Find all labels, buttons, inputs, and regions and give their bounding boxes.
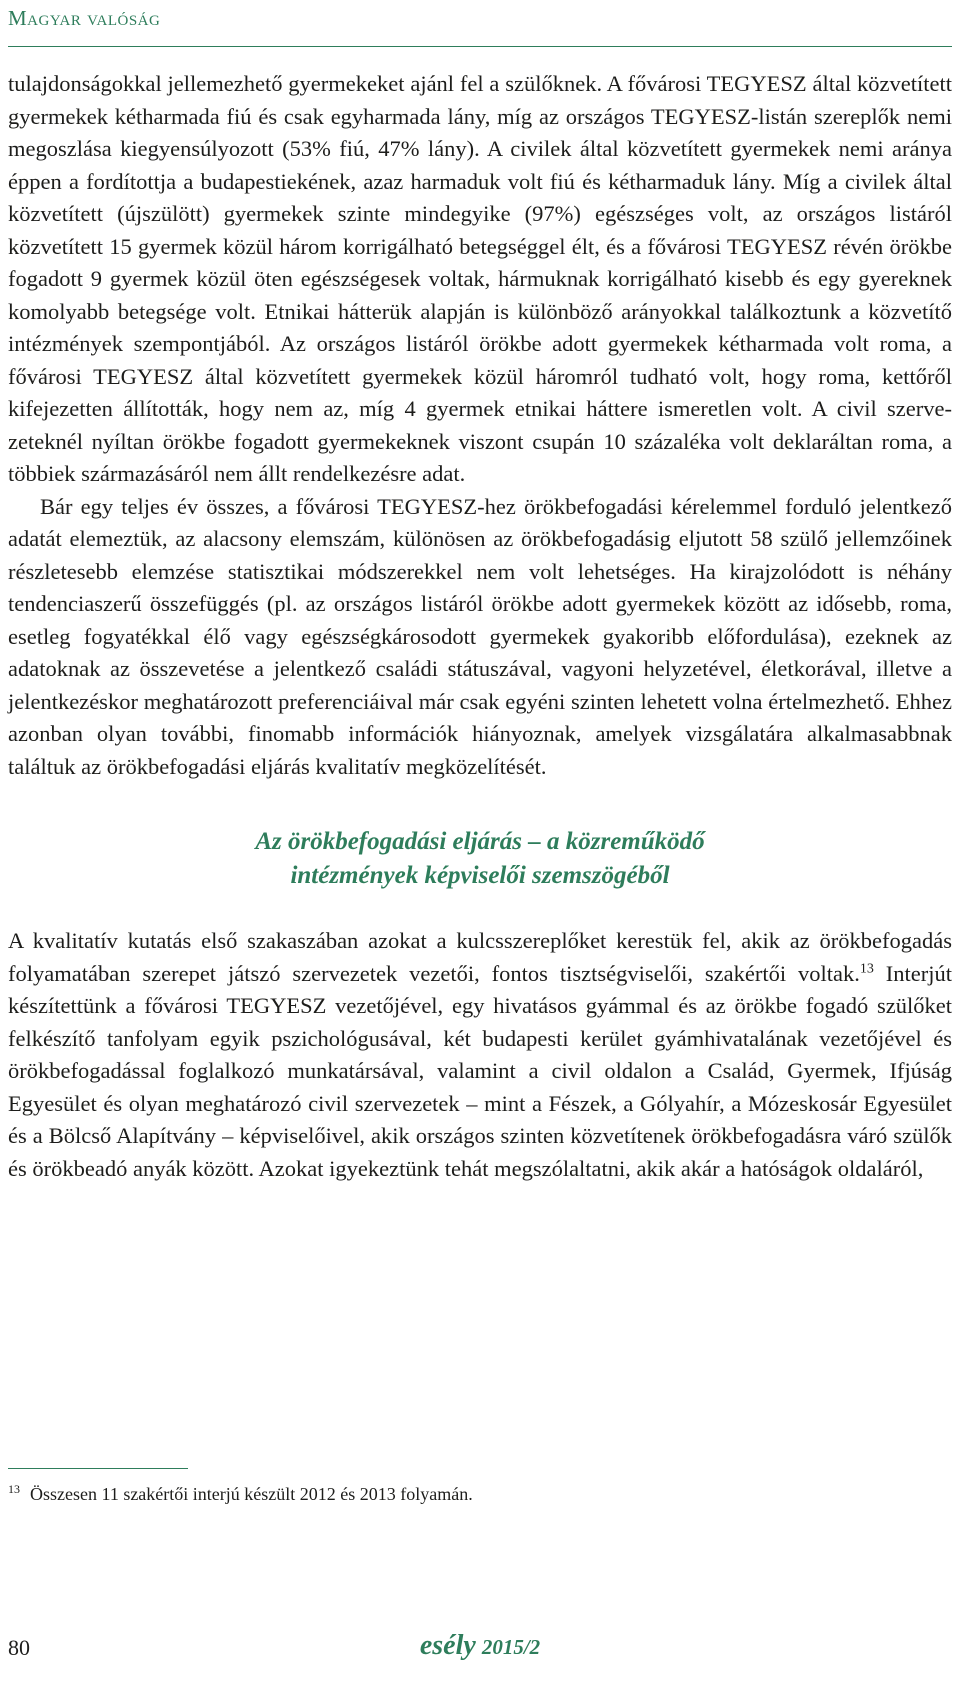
footnote xyxy=(8,1482,952,1506)
footnote-rule xyxy=(8,1468,188,1469)
footnote-number: 13 xyxy=(8,1482,20,1496)
running-head: Magyar valóság xyxy=(8,6,161,30)
paragraph-2: Bár egy teljes év összes, a fővárosi TEGYESZ-hez örökbefogadási kérelemmel forduló jelentkező adatát elemeztük, az alacsony elemszám, különösen az örökbefogadásig eljutott 58 szülő jellemzőinek részletesebb elemzése statisztikai módszerekkel nem volt lehetséges. Ha kirajzolódott is néhány tendenciaszerű összefüggés (pl. az országos listáról örökbe adott gyermekek között az idősebb, roma, esetleg fogyatékkal élő vagy egészségkárosodott gyermekek gyakoribb előfordulása), ezeknek az adatoknak az összevetése a jelentkező családi státuszával, vagyoni helyzetével, életkorával, illetve a jelentkezéskor meghatározott preferenciáival már csak egyéni szinten lehetett volna értelmezhető. Ehhez azonban olyan további, finomabb információk hiányoznak, amelyek vizsgálatára alkalmasabbnak találtuk az örökbefogadási eljárás kvalitatív megközelítését. xyxy=(8,493,952,779)
footnote-reference[interactable]: 13 xyxy=(859,961,874,976)
section-heading-line-2: intézmények képviselői szemszögéből xyxy=(290,862,670,889)
page-number: 80 xyxy=(8,1635,30,1660)
section-heading-line-1: Az örökbefogadási eljárás – a közreműködő xyxy=(255,828,705,855)
paragraph-3-rest: Interjút készítettünk a fővárosi TEGYESZ vezetőjével, egy hivatásos gyámmal és az örökbe fogadó szülőket felkészítő tanfolyam egyik pszichológusával, két budapesti kerület gyámhivatalának vezetőjével és örökbefogadással foglalkozó munkatársával, valamint a civil oldalon a Család, Gyermek, Ifjúság Egyesület és olyan meghatározó civil szervezetek – mint a Fészek, a Gólyahír, a Mózeskosár Egyesület és a Bölcső Alapítvány – képviselőivel, akik országos szinten közvetítenek örökbefogadásra váró szülők és örökbeadó anyák között. Azokat igyekeztünk tehát megszólaltatni, akik akár a hatóságok oldaláról, xyxy=(8,960,952,1181)
journal-issue: 2015/2 xyxy=(481,1635,541,1659)
section-heading xyxy=(8,825,952,893)
article-body xyxy=(8,68,952,1185)
footnote-text: Összesen 11 szakértői interjú készült 2012 és 2013 folyamán. xyxy=(30,1484,473,1504)
header-rule xyxy=(8,46,952,47)
paragraph-3-start: A kvalitatív kutatás első szakaszában azokat a kulcsszereplőket kerestük fel, akik az örökbefogadás folyamatában szerepet játszó szervezetek vezetői, fontos tisztségviselői, szakértői voltak. xyxy=(8,928,952,986)
paragraph-1: tulajdonságokkal jellemezhető gyermekeket ajánl fel a szülőknek. A fővárosi TEGYESZ által közvetített gyermekek kétharmada fiú és csak egyharmada lány, míg az országos TEGYESZ-listán szereplők nemi megoszlása kiegyensúlyozott (53% fiú, 47% lány). A civilek által közvetített gyermekek nemi aránya éppen a fordítottja a budapestiekének, azaz harmaduk volt fiú és kétharmaduk lány. Míg a civilek által közvetített (újszülött) gyermekek szinte mindegyike (97%) egészséges volt, az országos listáról közvetített 15 gyermek közül három korrigálható betegséggel élt, és a fővárosi TEGYESZ révén örökbe fogadott 9 gyermek közül öten egészségesek voltak, hármuknak korrigálható kisebb és egy gyereknek komolyabb betegsége volt. Etnikai hátterük alapján is különböző arányokkal találkoztunk a közvetítő intézmények szempontjából. Az országos listáról örökbe adott gyermekek kétharmada volt roma, a fővárosi TEGYESZ által közvetített gyermekek közül háromról tudható volt, hogy roma, kettőről kifejezetten állították, hogy nem az, míg 4 gyermek etnikai háttere ismeretlen volt. A civil szervezeteknél nyíltan örökbe fogadott gyermekeknek viszont csupán 10 százaléka volt deklaráltan roma, a többiek származásáról nem állt rendelkezésre adat. xyxy=(8,71,952,486)
paragraph-3 xyxy=(8,925,952,1185)
journal-footer xyxy=(0,1630,960,1662)
journal-name: esély xyxy=(419,1630,476,1661)
